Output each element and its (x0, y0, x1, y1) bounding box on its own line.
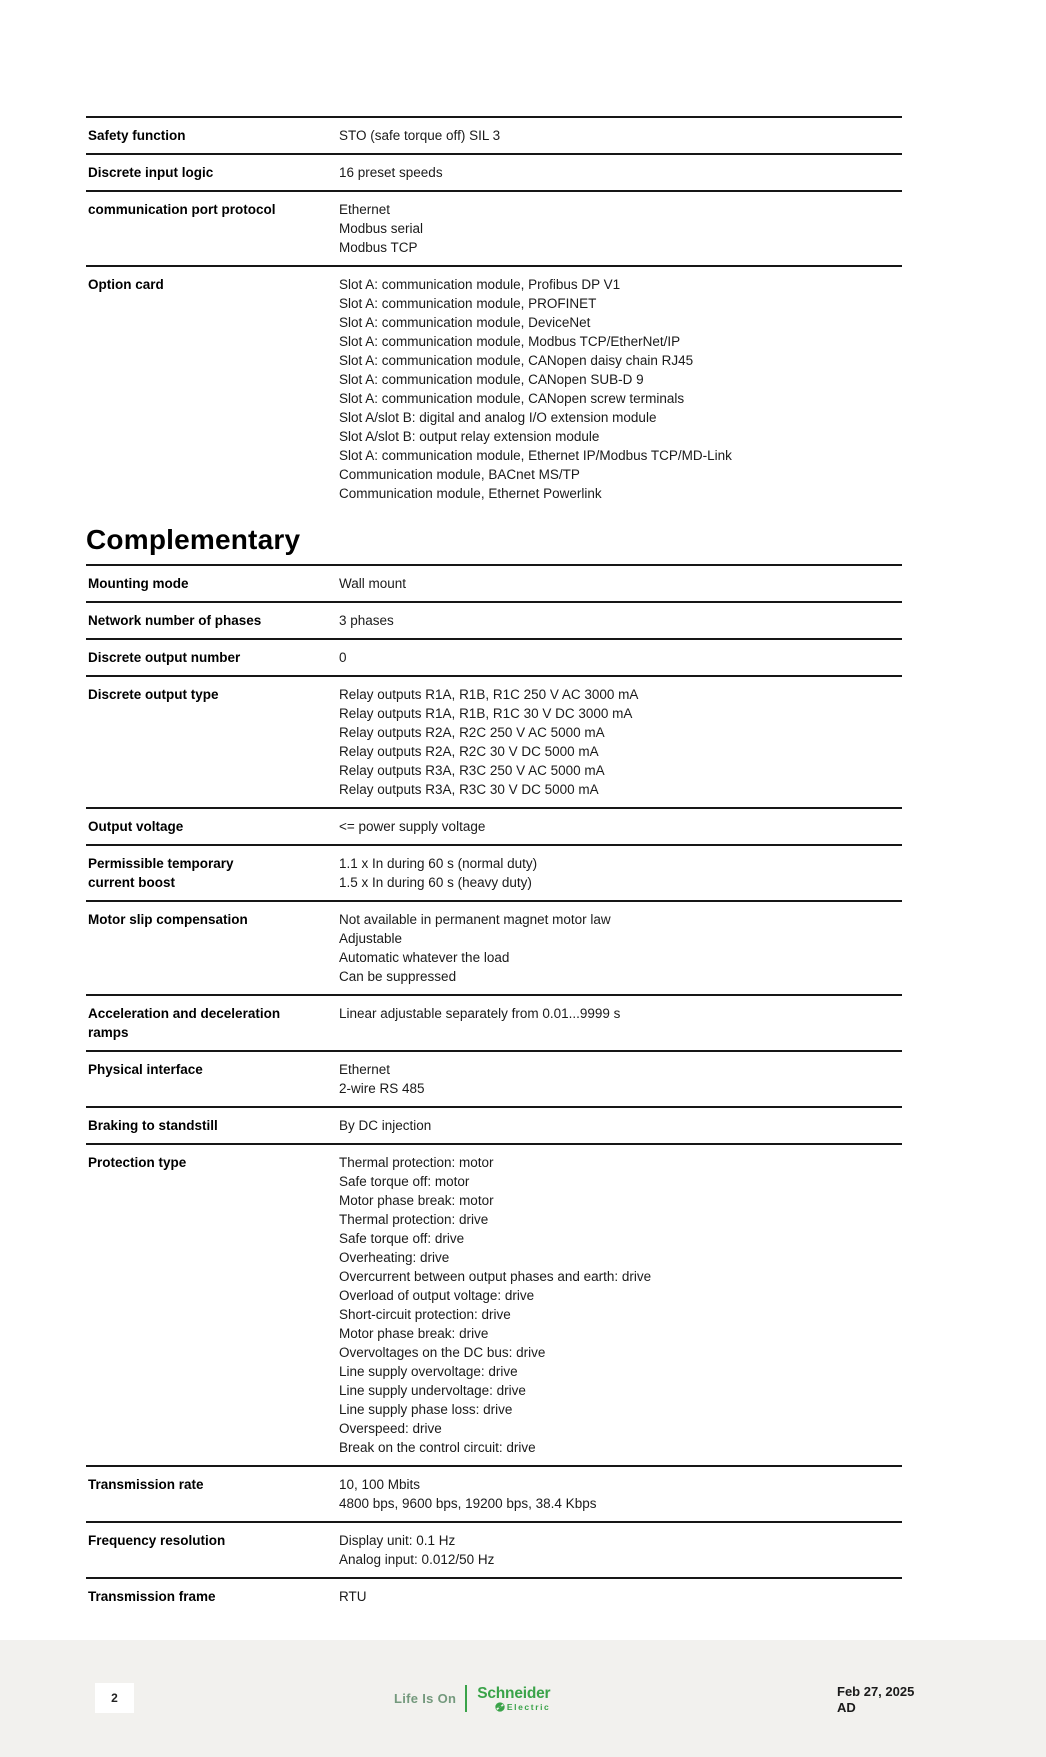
spec-value-line: 3 phases (339, 613, 394, 628)
spec-value-line: Slot A: communication module, DeviceNet (339, 315, 591, 330)
spec-values (339, 1004, 902, 1042)
spec-value-line: 10, 100 Mbits (339, 1477, 421, 1492)
spec-value-line: Slot A: communication module, Profibus DP V1 (339, 277, 621, 292)
spec-value-line: Slot A: communication module, CANopen screw terminals (339, 391, 685, 406)
spec-values (339, 817, 902, 836)
spec-label: Braking to standstill (88, 1118, 218, 1133)
spec-row (86, 1108, 902, 1145)
spec-value-line: Relay outputs R3A, R3C 30 V DC 5000 mA (339, 782, 599, 797)
spec-value-line: Safe torque off: drive (339, 1231, 465, 1246)
spec-value-line: Relay outputs R2A, R2C 250 V AC 5000 mA (339, 725, 605, 740)
spec-values (339, 1587, 902, 1606)
spec-value-line: Slot A: communication module, CANopen daisy chain RJ45 (339, 353, 694, 368)
schneider-electric-row (495, 1702, 551, 1712)
spec-value-line: RTU (339, 1589, 367, 1604)
spec-value-line: Line supply undervoltage: drive (339, 1383, 526, 1398)
spec-value-line: Relay outputs R1A, R1B, R1C 250 V AC 3000 mA (339, 687, 639, 702)
logo-divider (465, 1685, 467, 1712)
spec-value-line: 2-wire RS 485 (339, 1081, 425, 1096)
spec-value-line: <= power supply voltage (339, 819, 486, 834)
spec-row (86, 1145, 902, 1467)
spec-table-top (86, 116, 902, 511)
spec-value-line: Adjustable (339, 931, 403, 946)
spec-value-line: Can be suppressed (339, 969, 457, 984)
spec-value-line: Slot A/slot B: digital and analog I/O extension module (339, 410, 657, 425)
spec-row (86, 677, 902, 809)
spec-row (86, 155, 902, 192)
schneider-electric-icon (495, 1702, 505, 1712)
spec-row (86, 1579, 902, 1614)
spec-row (86, 902, 902, 996)
spec-value-line: Overload of output voltage: drive (339, 1288, 535, 1303)
spec-label: Acceleration and deceleration ramps (88, 1006, 281, 1040)
spec-row (86, 603, 902, 640)
spec-values (339, 275, 902, 503)
life-is-on-tagline: Life Is On (394, 1691, 457, 1706)
spec-row (86, 1523, 902, 1579)
spec-value-line: Ethernet (339, 202, 391, 217)
spec-value-line: By DC injection (339, 1118, 432, 1133)
spec-value-line: Slot A/slot B: output relay extension module (339, 429, 600, 444)
spec-values (339, 1153, 902, 1457)
spec-row (86, 192, 902, 267)
spec-value-line: Motor phase break: motor (339, 1193, 494, 1208)
spec-label: Output voltage (88, 819, 184, 834)
spec-value-line: Communication module, BACnet MS/TP (339, 467, 580, 482)
spec-value-line: Safe torque off: motor (339, 1174, 470, 1189)
spec-values (339, 163, 902, 182)
spec-label: Physical interface (88, 1062, 203, 1077)
spec-value-line: Automatic whatever the load (339, 950, 510, 965)
spec-row (86, 809, 902, 846)
spec-values (339, 611, 902, 630)
date-line: Feb 27, 2025 (837, 1684, 915, 1699)
spec-label: Frequency resolution (88, 1533, 226, 1548)
spec-value-line: Linear adjustable separately from 0.01...9999 s (339, 1006, 621, 1021)
spec-label: Permissible temporary current boost (88, 856, 234, 890)
spec-row (86, 267, 902, 511)
spec-value-line: Not available in permanent magnet motor law (339, 912, 611, 927)
spec-label: Discrete input logic (88, 165, 214, 180)
spec-values (339, 126, 902, 145)
spec-label: Transmission rate (88, 1477, 204, 1492)
spec-value-line: Relay outputs R2A, R2C 30 V DC 5000 mA (339, 744, 599, 759)
spec-label: Discrete output number (88, 650, 241, 665)
spec-value-line: Short-circuit protection: drive (339, 1307, 511, 1322)
page-number: 2 (95, 1683, 134, 1713)
spec-value-line: 4800 bps, 9600 bps, 19200 bps, 38.4 Kbps (339, 1496, 597, 1511)
document-date (837, 1684, 914, 1716)
spec-label: communication port protocol (88, 202, 276, 217)
spec-label: Transmission frame (88, 1589, 216, 1604)
spec-row (86, 640, 902, 677)
page-footer (0, 1640, 1046, 1757)
spec-row (86, 1467, 902, 1523)
spec-row (86, 846, 902, 902)
spec-row (86, 118, 902, 155)
electric-label: Electric (506, 1701, 551, 1712)
spec-label: Option card (88, 277, 164, 292)
spec-value-line: Break on the control circuit: drive (339, 1440, 536, 1455)
spec-values (339, 910, 902, 986)
spec-value-line: Wall mount (339, 576, 407, 591)
spec-value-line: Overvoltages on the DC bus: drive (339, 1345, 546, 1360)
spec-value-line: Relay outputs R3A, R3C 250 V AC 5000 mA (339, 763, 605, 778)
spec-value-line: Overcurrent between output phases and earth: drive (339, 1269, 652, 1284)
spec-values (339, 574, 902, 593)
spec-value-line: 16 preset speeds (339, 165, 443, 180)
spec-values (339, 648, 902, 667)
spec-label: Protection type (88, 1155, 187, 1170)
spec-value-line: Modbus TCP (339, 240, 418, 255)
page-content (86, 116, 902, 1614)
spec-label: Discrete output type (88, 687, 219, 702)
spec-values (339, 1531, 902, 1569)
spec-table-complementary (86, 564, 902, 1614)
spec-label: Motor slip compensation (88, 912, 248, 927)
spec-label: Network number of phases (88, 613, 262, 628)
spec-row (86, 996, 902, 1052)
spec-value-line: 0 (339, 650, 347, 665)
schneider-logo (394, 1640, 550, 1757)
spec-value-line: 1.5 x In during 60 s (heavy duty) (339, 875, 532, 890)
spec-values (339, 854, 902, 892)
spec-value-line: Slot A: communication module, PROFINET (339, 296, 597, 311)
spec-value-line: Analog input: 0.012/50 Hz (339, 1552, 495, 1567)
spec-value-line: Modbus serial (339, 221, 424, 236)
spec-value-line: Overheating: drive (339, 1250, 450, 1265)
spec-value-line: Line supply phase loss: drive (339, 1402, 513, 1417)
spec-value-line: Thermal protection: motor (339, 1155, 494, 1170)
spec-label: Safety function (88, 128, 186, 143)
spec-values (339, 1475, 902, 1513)
spec-value-line: Slot A: communication module, CANopen SUB-D 9 (339, 372, 644, 387)
spec-value-line: Communication module, Ethernet Powerlink (339, 486, 602, 501)
date-suffix: AD (837, 1700, 856, 1715)
spec-value-line: Motor phase break: drive (339, 1326, 489, 1341)
spec-value-line: Overspeed: drive (339, 1421, 442, 1436)
spec-values (339, 1060, 902, 1098)
section-heading: Complementary (86, 524, 301, 555)
schneider-wordmark (477, 1686, 550, 1712)
spec-row (86, 566, 902, 603)
spec-value-line: Ethernet (339, 1062, 391, 1077)
spec-values (339, 685, 902, 799)
spec-row (86, 1052, 902, 1108)
spec-value-line: Thermal protection: drive (339, 1212, 489, 1227)
spec-value-line: Slot A: communication module, Modbus TCP/EtherNet/IP (339, 334, 681, 349)
spec-values (339, 1116, 902, 1135)
spec-values (339, 200, 902, 257)
spec-value-line: Relay outputs R1A, R1B, R1C 30 V DC 3000 mA (339, 706, 633, 721)
spec-value-line: Slot A: communication module, Ethernet IP/Modbus TCP/MD-Link (339, 448, 732, 463)
spec-value-line: 1.1 x In during 60 s (normal duty) (339, 856, 538, 871)
spec-value-line: Line supply overvoltage: drive (339, 1364, 518, 1379)
spec-label: Mounting mode (88, 576, 189, 591)
spec-value-line: Display unit: 0.1 Hz (339, 1533, 456, 1548)
schneider-name-label: Schneider (477, 1684, 551, 1702)
spec-value-line: STO (safe torque off) SIL 3 (339, 128, 501, 143)
